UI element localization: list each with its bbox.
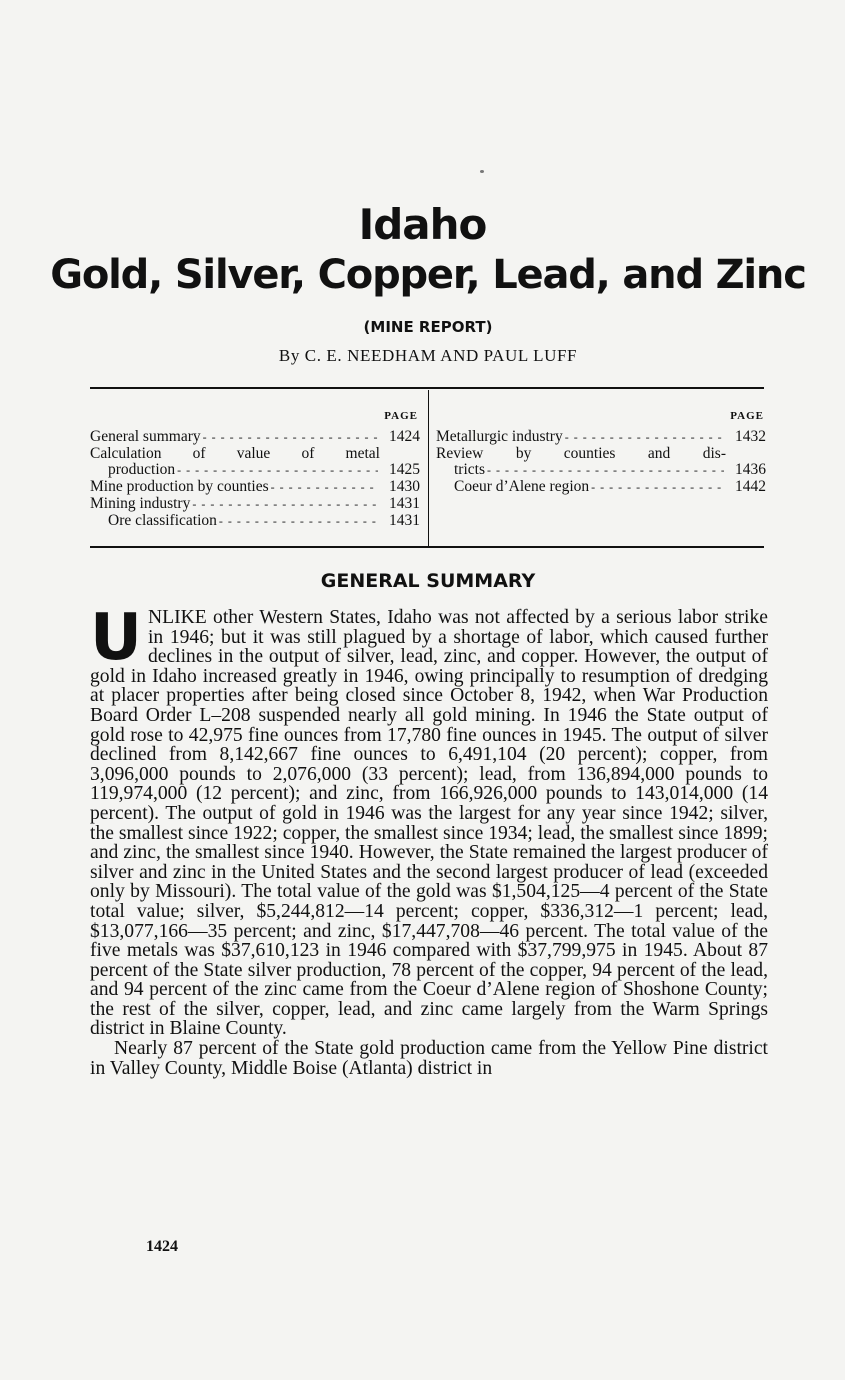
- toc-entry-label: Mine production by counties: [90, 478, 269, 496]
- toc-page-header: PAGE: [384, 410, 418, 422]
- state-title: Idaho: [358, 200, 487, 249]
- toc-entry-review-cont[interactable]: [436, 462, 766, 479]
- drop-cap: U: [90, 601, 142, 675]
- author-byline: By C. E. NEEDHAM AND PAUL LUFF: [278, 346, 578, 365]
- paragraph-2: Nearly 87 percent of the State gold production came from the Yellow Pine district in Valley County, Middle Boise (Atlanta) district in: [90, 1038, 768, 1079]
- toc-entry-calculation-cont[interactable]: [90, 462, 420, 479]
- toc-top-rule: [90, 387, 764, 389]
- toc-entry-label: Coeur d’Alene region: [454, 478, 590, 496]
- body-text: [90, 601, 768, 1079]
- toc-entry-page: 1424: [389, 427, 420, 445]
- toc-entry-label: Metallurgic industry: [436, 427, 563, 445]
- toc-leader-dots: [591, 479, 724, 496]
- toc-leader-dots: [192, 496, 378, 513]
- report-subtitle: (MINE REPORT): [363, 318, 493, 336]
- toc-leader-dots: [271, 479, 378, 496]
- toc-entry-label: Review by counties and dis-: [436, 444, 726, 462]
- paragraph-1-text: NLIKE other Western States, Idaho was not affected by a serious labor strike in 1946; but it was still plagued by a shortage of labor, which caused further declines in the output of silver, lead, zinc, and copper. However, the output of gold in Idaho increased greatly in 1946, owing principally to resumption of dredging at placer properties after being closed since October 8, 1942, when War Production Board Order L–208 suspended nearly all gold mining. In 1946 the State output of gold rose to 42,975 fine ounces from 17,780 fine ounces in 1945. The output of silver declined from 8,142,667 fine ounces to 6,491,104 (20 percent); copper, from 3,096,000 pounds to 2,076,000 (33 percent); lead, from 136,894,000 pounds to 119,974,000 (12 percent); and zinc, from 166,926,000 pounds to 143,014,000 (14 percent). The output of gold in 1946 was the largest for any year since 1942; silver, the smallest since 1922; copper, the smallest since 1934; lead, the smallest since 1899; and zinc, the smallest since 1940. However, the State remained the largest producer of silver and zinc in the United States and the second largest producer of lead (exceeded only by Missouri). The total value of the gold was $1,504,125—4 percent of the State total value; silver, $5,244,812—14 percent; copper, $336,312—1 percent; lead, $13,077,166—35 percent; and zinc, $17,447,708—46 percent. The total value of the five metals was $37,610,123 in 1946 compared with $37,799,975 in 1945. About 87 percent of the State silver production, 78 percent of the copper, 94 percent of the lead, and 94 percent of the zinc came from the Coeur d’Alene region of Shoshone County; the rest of the silver, copper, lead, and zinc came largely from the Warm Springs district in Blaine County.: [90, 607, 768, 1040]
- toc-entry-general-summary[interactable]: [90, 429, 420, 446]
- toc-entry-label: Mining industry: [90, 494, 191, 512]
- toc-entry-page: 1425: [389, 461, 420, 479]
- toc-entry-review[interactable]: [436, 446, 766, 463]
- toc-entry-page: 1432: [735, 427, 766, 445]
- toc-entry-label: General summary: [90, 427, 201, 445]
- toc-page-header: PAGE: [730, 410, 764, 422]
- toc-entry-page: 1430: [389, 478, 420, 496]
- print-speck: [480, 170, 484, 173]
- toc-entry-ore-classification[interactable]: [90, 513, 420, 530]
- toc-entry-metallurgic[interactable]: [436, 429, 766, 446]
- toc-leader-dots: [203, 429, 378, 446]
- toc-entry-label: Ore classification: [108, 511, 217, 529]
- report-title: Gold, Silver, Copper, Lead, and Zinc: [50, 252, 806, 298]
- toc-entry-label: tricts: [454, 461, 485, 479]
- toc-entry-page: 1431: [389, 494, 420, 512]
- toc-entry-coeur-dalene[interactable]: [436, 479, 766, 496]
- section-heading: GENERAL SUMMARY: [320, 570, 536, 592]
- toc-entry-mining-industry[interactable]: [90, 496, 420, 513]
- toc-leader-dots: [219, 513, 378, 530]
- toc-leader-dots: [177, 462, 378, 479]
- paragraph-1: [90, 601, 768, 1040]
- toc-column-divider: [428, 390, 429, 546]
- toc-left-column: [90, 408, 420, 530]
- page-number: 1424: [146, 1238, 178, 1255]
- toc-entry-label: Calculation of value of metal: [90, 444, 380, 462]
- toc-bottom-rule: [90, 546, 764, 548]
- toc-leader-dots: [565, 429, 724, 446]
- toc-right-column: [436, 408, 766, 496]
- toc-entry-mine-production[interactable]: [90, 479, 420, 496]
- toc-leader-dots: [487, 462, 724, 479]
- toc-entry-page: 1442: [735, 478, 766, 496]
- toc-entry-page: 1431: [389, 511, 420, 529]
- toc-entry-page: 1436: [735, 461, 766, 479]
- toc-entry-label: production: [108, 461, 176, 479]
- toc-entry-calculation[interactable]: [90, 446, 420, 463]
